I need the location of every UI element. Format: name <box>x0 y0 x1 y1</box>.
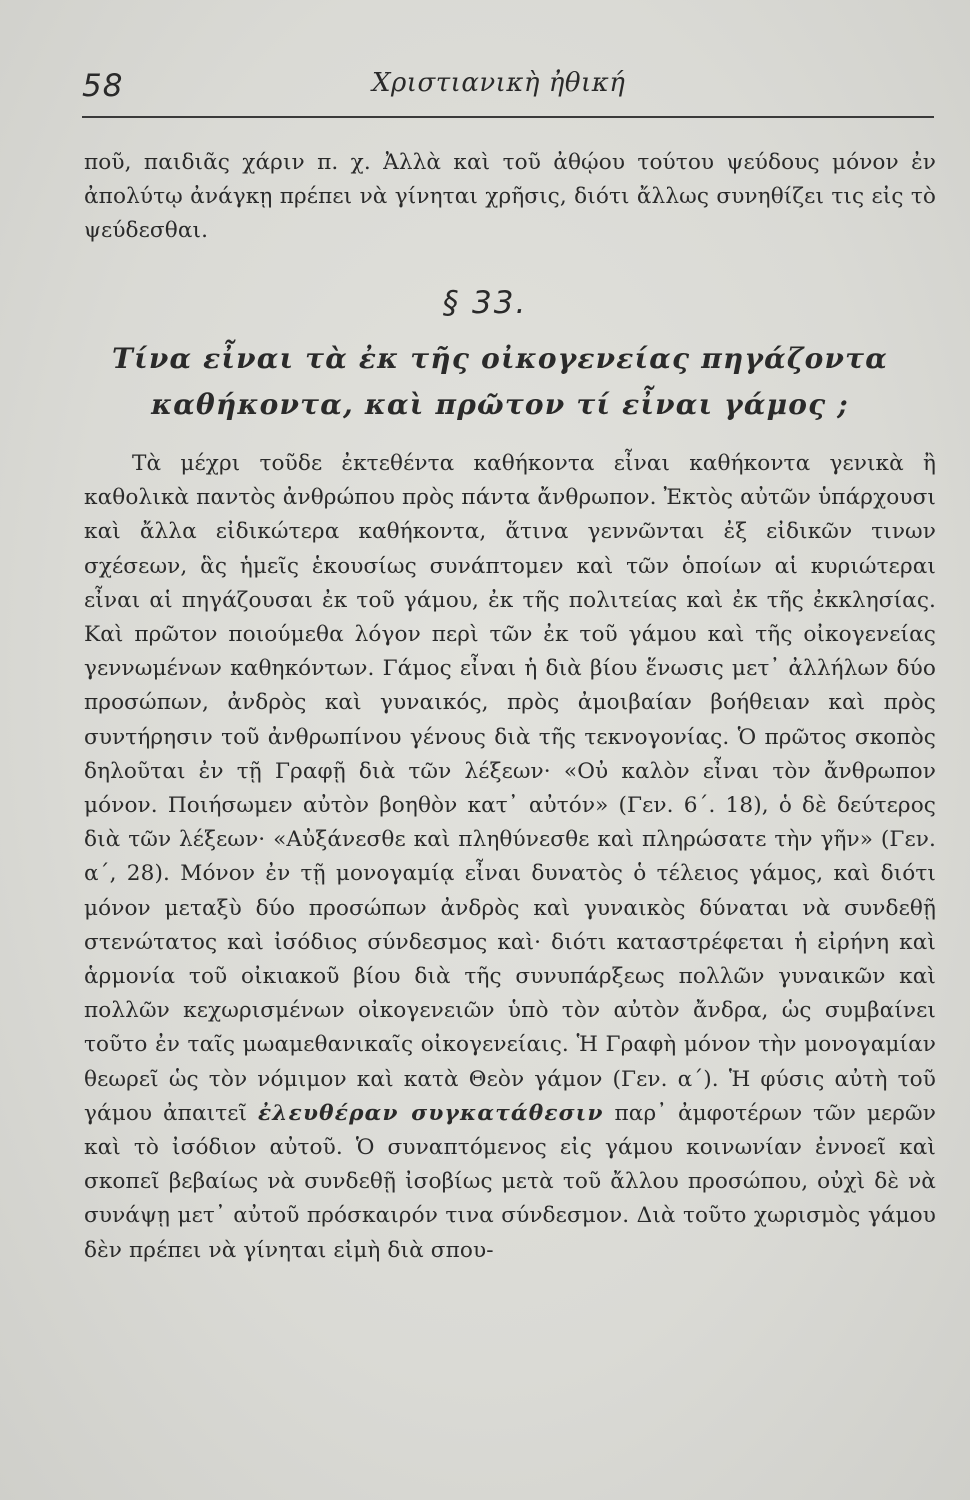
main-text <box>84 447 936 1268</box>
emphasis-free-consent: ἐλευθέραν συγκατάθεσιν <box>257 1100 604 1126</box>
header-rule <box>82 116 934 118</box>
main-paragraph <box>84 447 936 1268</box>
page-number: 58 <box>82 68 124 104</box>
section-heading-line-1: Τίνα εἶναι τὰ ἐκ τῆς οἰκογενείας πηγάζοντα <box>112 342 888 375</box>
intro-paragraph <box>84 146 936 249</box>
main-text-part-2: παρ᾽ ἀμφοτέρων τῶν μερῶν καὶ τὸ ἰσόδιον αὐτοῦ. Ὁ συναπτόμενος εἰς γάμου κοινωνίαν ἐννοεῖ καὶ σκοπεῖ βεβαίως νὰ συνδεθῇ ἰσοβίως μετὰ τοῦ ἄλλου προσώπου, οὐχὶ δὲ νὰ συνάψῃ μετ᾽ αὐτοῦ πρόσκαιρόν τινα σύνδεσμον. Διὰ τοῦτο χωρισμὸς γάμου δὲν πρέπει νὰ γίνηται εἰμὴ διὰ σπου- <box>84 1100 936 1263</box>
section-number: § 33. <box>442 285 528 321</box>
section-heading-line-2: καθήκοντα, καὶ πρῶτον τί εἶναι γάμος ; <box>151 388 849 421</box>
page-header <box>82 66 932 106</box>
section-heading <box>100 336 900 428</box>
main-text-part-1: Τὰ μέχρι τοῦδε ἐκτεθέντα καθήκοντα εἶναι καθήκοντα γενικὰ ἢ καθολικὰ παντὸς ἀνθρώπου πρὸς πάντα ἄνθρωπον. Ἐκτὸς αὐτῶν ὑπάρχουσι καὶ ἄλλα εἰδικώτερα καθήκοντα, ἅτινα γεννῶνται ἐξ εἰδικῶν τινων σχέσεων, ἃς ἡμεῖς ἑκουσίως συνάπτομεν καὶ τῶν ὁποίων αἱ κυριώτεραι εἶναι αἱ πηγάζουσαι ἐκ τοῦ γάμου, ἐκ τῆς πολιτείας καὶ ἐκ τῆς ἐκκλησίας. Καὶ πρῶτον ποιούμεθα λόγον περὶ τῶν ἐκ τοῦ γάμου καὶ τῆς οἰκογενείας γεννωμένων καθηκόντων. Γάμος εἶναι ἡ διὰ βίου ἕνωσις μετ᾽ ἀλλήλων δύο προσώπων, ἀνδρὸς καὶ γυναικός, πρὸς ἀμοιβαίαν βοήθειαν καὶ πρὸς συντήρησιν τοῦ ἀνθρωπίνου γένους διὰ τῆς τεκνογονίας. Ὁ πρῶτος σκοπὸς δηλοῦται ἐν τῇ Γραφῇ διὰ τῶν λέξεων· «Οὐ καλὸν εἶναι τὸν ἄνθρωπον μόνον. Ποιήσωμεν αὐτὸν βοηθὸν κατ᾽ αὐτόν» (Γεν. 6΄. 18), ὁ δὲ δεύτερος διὰ τῶν λέξεων· «Αὐξάνεσθε καὶ πληθύνεσθε καὶ πληρώσατε τὴν γῆν» (Γεν. α΄, 28). Μόνον ἐν τῇ μονογαμίᾳ εἶναι δυνατὸς ὁ τέλειος γάμος, καὶ διότι μόνον μεταξὺ δύο προσώπων ἀνδρὸς καὶ γυναικὸς δύναται νὰ συνδεθῇ στενώτατος καὶ ἰσόδιος σύνδεσμος καὶ· διότι καταστρέφεται ἡ εἰρήνη καὶ ἁρμονία τοῦ οἰκιακοῦ βίου διὰ τῆς συνυπάρξεως πολλῶν γυναικῶν καὶ πολλῶν κεχωρισμένων οἰκογενειῶν ὑπὸ τὸν αὐτὸν ἄνδρα, ὡς συμβαίνει τοῦτο ἐν ταῖς μωαμεθανικαῖς οἰκογενείαις. Ἡ Γραφὴ μόνον τὴν μονογαμίαν θεωρεῖ ὡς τὸν νόμιμον καὶ κατὰ Θεὸν γάμον (Γεν. α΄). Ἡ φύσις αὐτὴ τοῦ γάμου ἀπαιτεῖ <box>84 451 936 1126</box>
intro-text: ποῦ, παιδιᾶς χάριν π. χ. Ἀλλὰ καὶ τοῦ ἀθῴου τούτου ψεύδους μόνον ἐν ἀπολύτῳ ἀνάγκῃ πρέπει νὰ γίνηται χρῆσις, διότι ἄλλως συνηθίζει τις εἰς τὸ ψεύδεσθαι. <box>84 150 936 244</box>
running-title: Χριστιανικὴ ἠθική <box>372 68 626 98</box>
